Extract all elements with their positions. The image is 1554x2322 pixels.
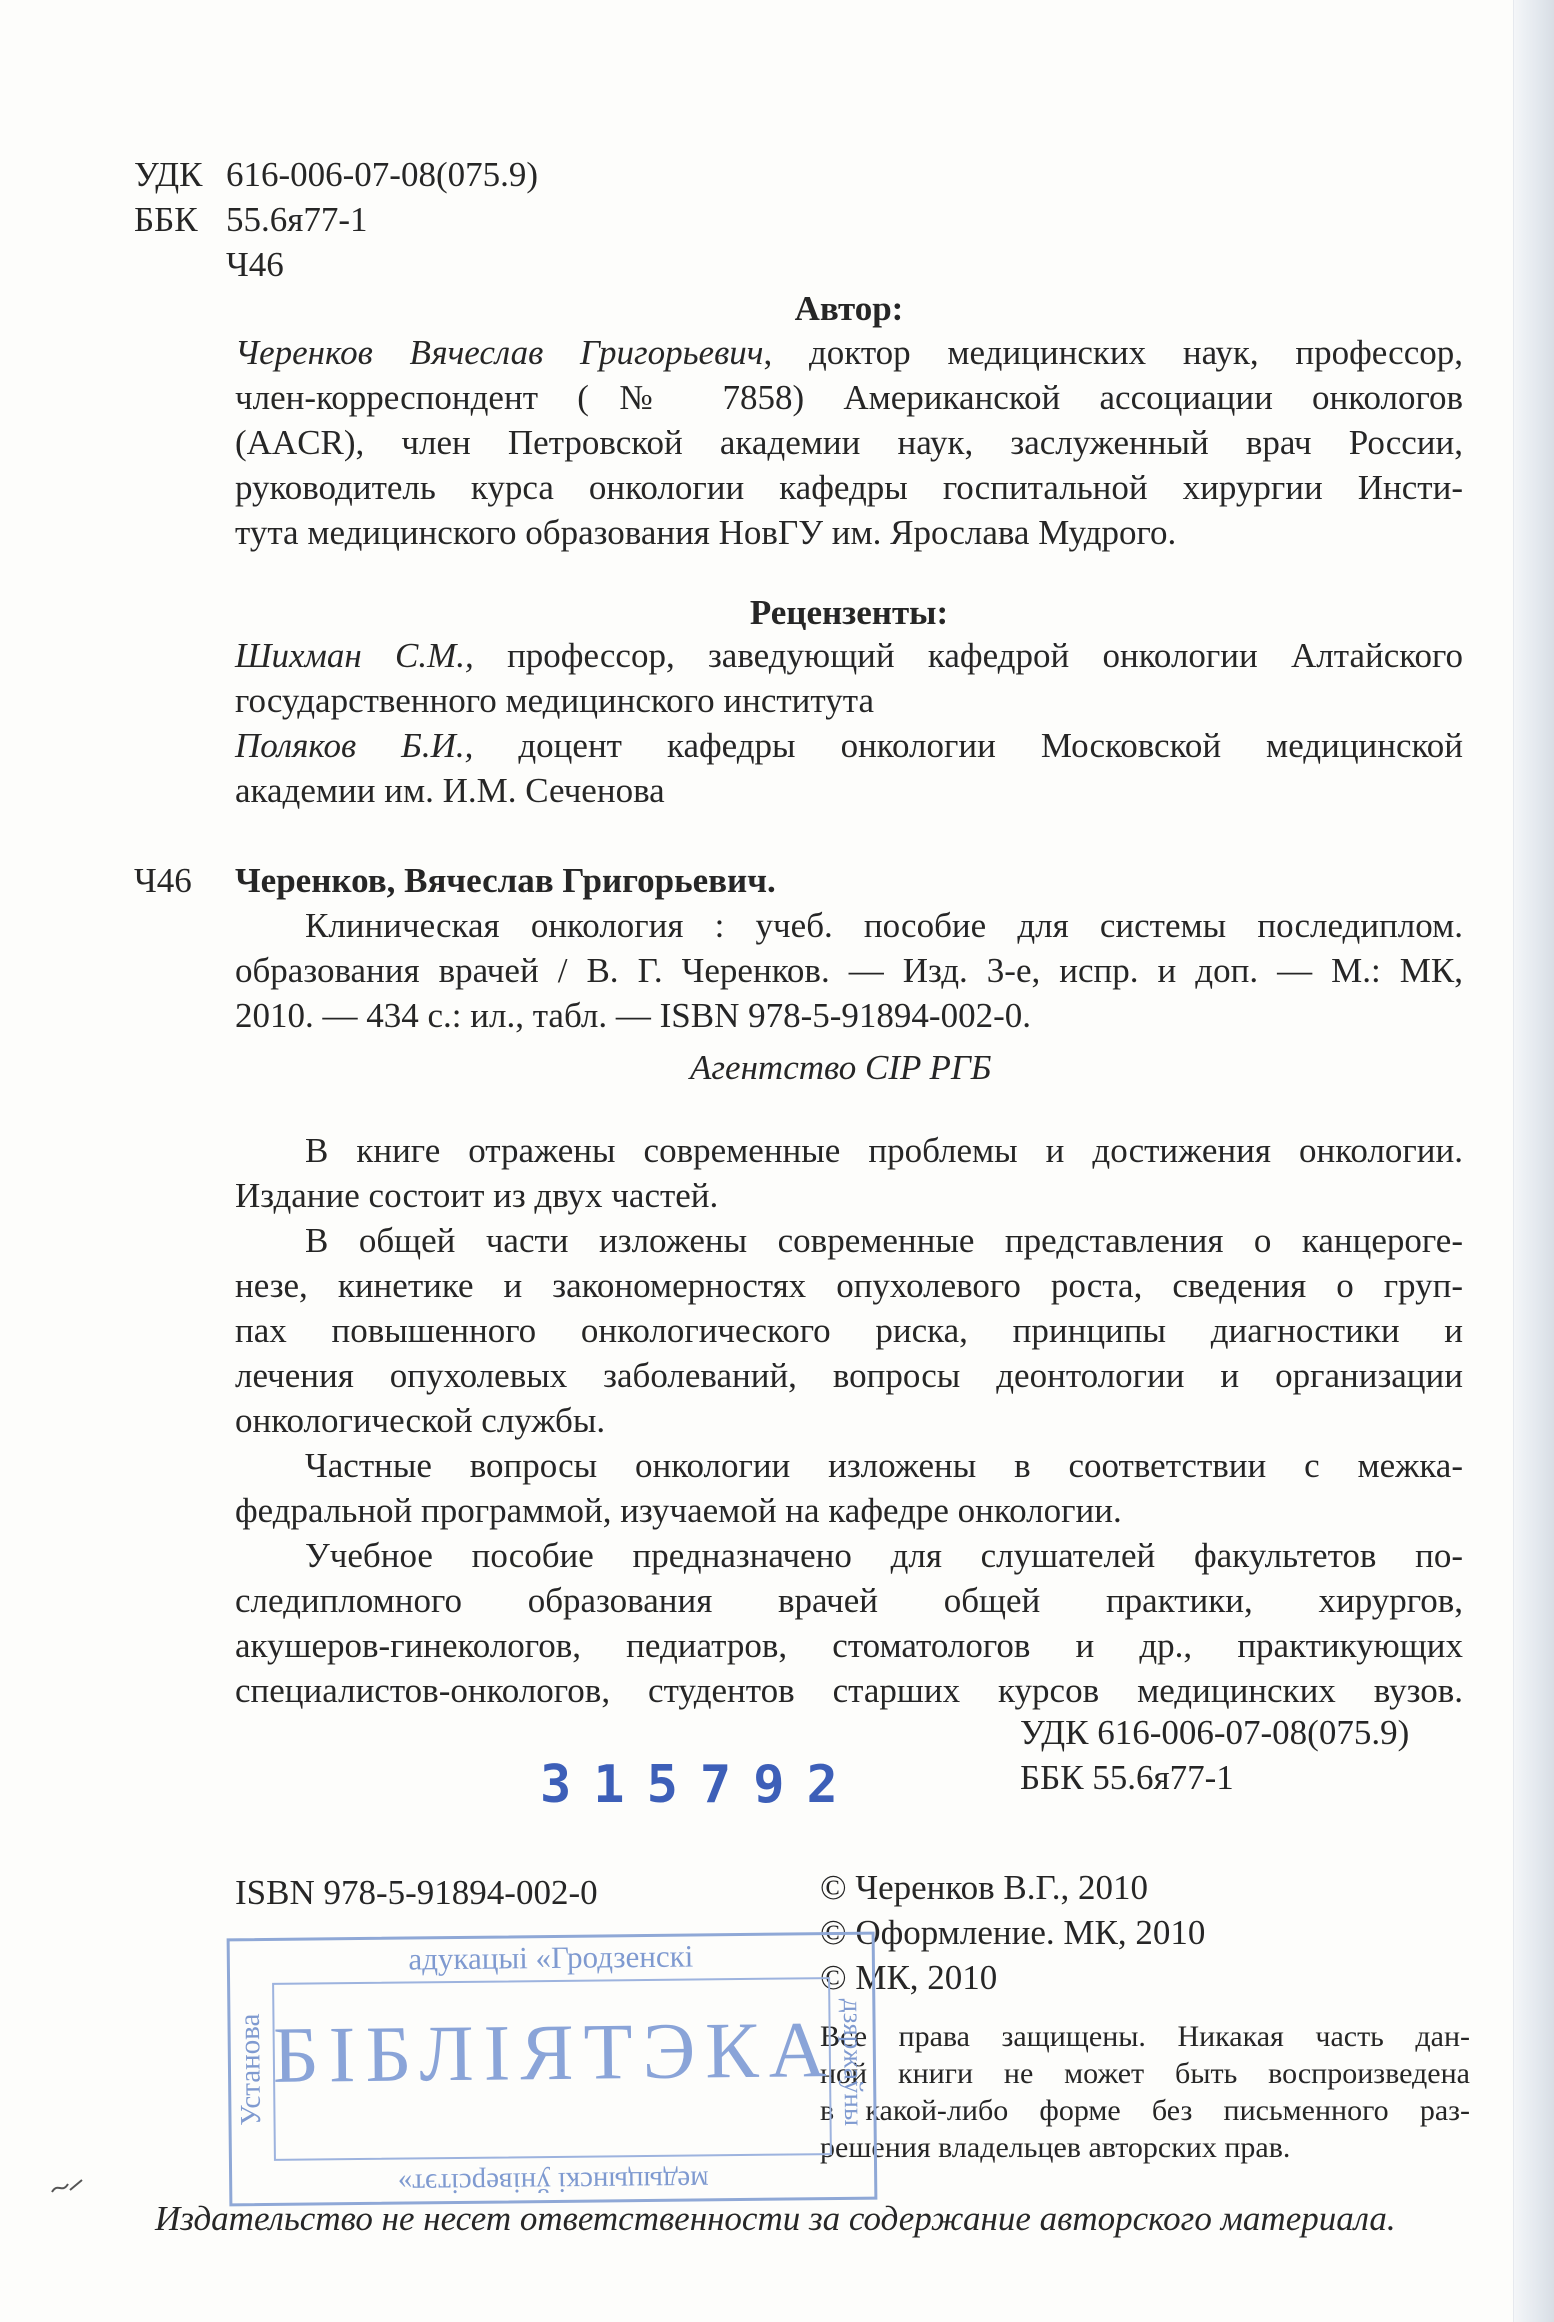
rights-line-3: в какой-либо форме без письменного раз- [820, 2094, 1470, 2127]
annotation-p2-line-2: незе, кинетике и закономерностях опухолевого роста, сведения о груп- [235, 1266, 1463, 1305]
isbn: ISBN 978-5-91894-002-0 [235, 1873, 598, 1912]
stamp-left-text: Установа [233, 2013, 268, 2126]
bbk-row [134, 197, 538, 242]
annotation [235, 1128, 1463, 1713]
annotation-p3-line-2: федральной программой, изучаемой на кафедре онкологии. [235, 1491, 1122, 1530]
author-heading: Автор: [794, 289, 904, 328]
annotation-p2-line-1: В общей части изложены современные представления о канцероге- [305, 1221, 1463, 1260]
biblio-line-2: образования врачей / В. Г. Черенков. — Изд. 3-е, испр. и доп. — М.: МК, [235, 951, 1463, 990]
udk-bottom: УДК 616-006-07-08(075.9) [1020, 1713, 1410, 1752]
author-line-1: Черенков Вячеслав Григорьевич, доктор медицинских наук, профессор, [235, 333, 1463, 372]
library-stamp [227, 1932, 878, 2207]
stamp-top-text: адукацыі «Гродзенскі [408, 1938, 694, 1977]
author-description [235, 330, 1463, 555]
rights-line-2: ной книги не может быть воспроизведена [820, 2057, 1470, 2090]
bbk-value: 55.6я77-1 [226, 200, 368, 239]
reviewer-2-line-2: академии им. И.М. Сеченова [235, 771, 665, 810]
annotation-p4-line-2: следипломного образования врачей общей практики, хирургов, [235, 1581, 1463, 1620]
reviewer-1-line-1: Шихман С.М., профессор, заведующий кафедрой онкологии Алтайского [235, 636, 1463, 675]
udk-row [134, 152, 538, 197]
classification-codes-top [134, 152, 538, 287]
annotation-p3-line-1: Частные вопросы онкологии изложены в соответствии с межка- [305, 1446, 1463, 1485]
author-line-5: тута медицинского образования НовГУ им. Ярослава Мудрого. [235, 513, 1177, 552]
annotation-p1-line-2: Издание состоит из двух частей. [235, 1176, 719, 1215]
annotation-p2-line-5: онкологической службы. [235, 1401, 606, 1440]
author-mark: Ч46 [226, 245, 284, 284]
annotation-p4-line-3: акушеров-гинекологов, педиатров, стоматологов и др., практикующих [235, 1626, 1463, 1665]
bbk-label: ББК [134, 200, 198, 239]
rights-notice [820, 2018, 1470, 2166]
author-line-2: член-корреспондент (№ 7858) Американской ассоциации онкологов [235, 378, 1463, 417]
biblio-record [235, 903, 1463, 1038]
inventory-number: 315792 [540, 1755, 860, 1815]
biblio-line-1: Клиническая онкология : учеб. пособие для системы последиплом. [305, 906, 1463, 945]
author-mark-row [134, 242, 538, 287]
udk-value: 616-006-07-08(075.9) [226, 155, 539, 194]
annotation-p2-line-4: лечения опухолевых заболеваний, вопросы деонтологии и организации [235, 1356, 1463, 1395]
reviewer-1-line-2: государственного медицинского института [235, 681, 875, 720]
copyright-line-2: © Оформление. МК, 2010 [820, 1913, 1206, 1952]
cip-agency: Агентство CIP РГБ [690, 1048, 992, 1087]
copyright-block [820, 1865, 1205, 2000]
udk-label: УДК [134, 155, 203, 194]
rights-line-4: решения владельцев авторских прав. [820, 2131, 1291, 2164]
stamp-right-text: дзяржаўны [837, 1998, 870, 2127]
rights-line-1: Все права защищены. Никакая часть дан- [820, 2020, 1470, 2053]
author-line-4: руководитель курса онкологии кафедры госпитальной хирургии Инсти- [235, 468, 1463, 507]
biblio-line-3: 2010. — 434 с.: ил., табл. — ISBN 978-5-91894-002-0. [235, 996, 1031, 1035]
reviewer-2-line-1: Поляков Б.И., доцент кафедры онкологии Московской медицинской [235, 726, 1463, 765]
stamp-main-text: БІБЛІЯТЭКА [272, 2006, 837, 2100]
bbk-bottom: ББК 55.6я77-1 [1020, 1758, 1234, 1797]
publisher-disclaimer: Издательство не несет ответственности за содержание авторского материала. [155, 2199, 1396, 2238]
page-edge-shadow [1513, 0, 1554, 2322]
annotation-p1-line-1: В книге отражены современные проблемы и достижения онкологии. [305, 1131, 1463, 1170]
annotation-p4-line-1: Учебное пособие предназначено для слушателей факультетов по- [305, 1536, 1463, 1575]
copyright-line-3: © МК, 2010 [820, 1958, 998, 1997]
reviewers-heading: Рецензенты: [749, 593, 949, 632]
copyright-line-1: © Черенков В.Г., 2010 [820, 1868, 1149, 1907]
biblio-mark: Ч46 [134, 861, 192, 900]
reviewer-2-name: Поляков Б.И., [235, 726, 474, 765]
stamp-bottom-text: медыцынскі ўніверсітэт» [397, 2164, 709, 2200]
pencil-mark-icon [50, 2176, 86, 2196]
author-name: Черенков Вячеслав Григорьевич [235, 333, 764, 372]
classification-codes-bottom [1020, 1710, 1409, 1800]
reviewers-list [235, 633, 1463, 813]
reviewer-1-name: Шихман С.М., [235, 636, 474, 675]
biblio-author-heading: Черенков, Вячеслав Григорьевич. [235, 861, 776, 900]
annotation-p4-line-4: специалистов-онкологов, студентов старших курсов медицинских вузов. [235, 1671, 1463, 1710]
author-line-3: (AACR), член Петровской академии наук, заслуженный врач России, [235, 423, 1463, 462]
annotation-p2-line-3: пах повышенного онкологического риска, принципы диагностики и [235, 1311, 1463, 1350]
